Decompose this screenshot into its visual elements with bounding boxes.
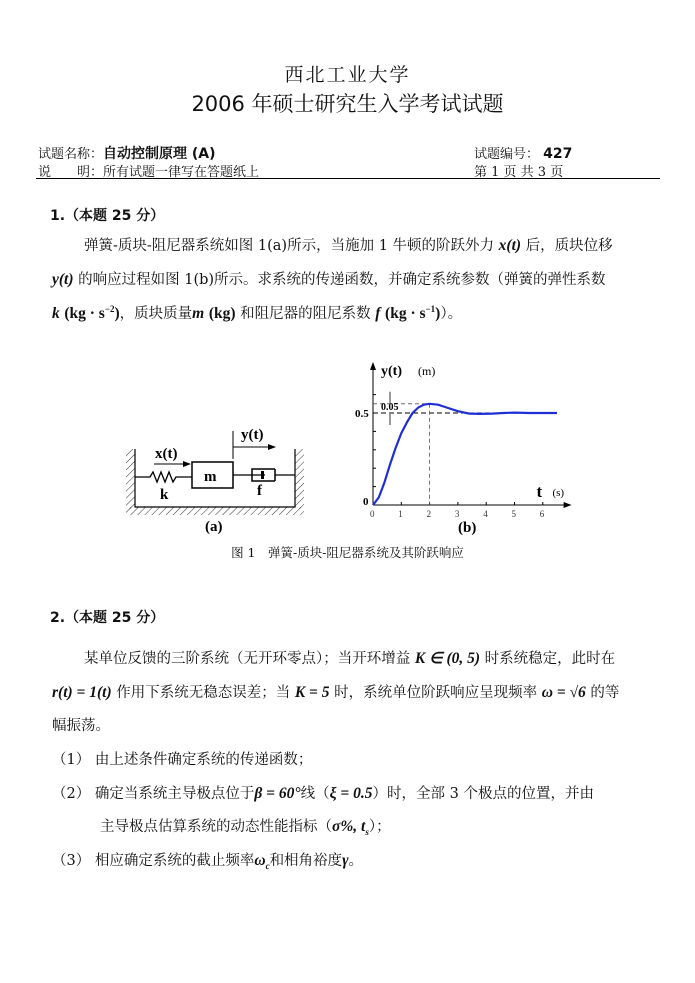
q2-line3: 幅振荡。 [52, 718, 110, 734]
x-tick-label: 6 [539, 509, 545, 519]
item-text: 。 [348, 853, 364, 869]
q2-item-1 [52, 748, 312, 769]
item-text: 主导极点估算系统的动态性能指标（ [100, 819, 332, 835]
damper [233, 469, 295, 481]
code-label: 试题编号： [474, 147, 540, 162]
math-y-t: y(t) [52, 271, 74, 288]
q2-line2 [52, 681, 619, 702]
q2-title: 2.（本题 25 分） [50, 610, 165, 626]
subscript-c: c [265, 860, 270, 871]
q2-text: 时，系统单位阶跃响应呈现频率 [334, 685, 538, 701]
subject-name: 自动控制原理 (A) [103, 146, 216, 162]
step-response-chart [345, 355, 590, 535]
math-k-range: K ∈ (0, 5) [414, 650, 481, 667]
item-text: 相应确定系统的截止频率 [94, 853, 255, 869]
figure-caption: 图 1 弹簧-质块-阻尼器系统及其阶跃响应 [231, 545, 464, 560]
damper-label: f [257, 483, 262, 499]
q2-text: 时系统稳定，此时在 [484, 651, 616, 667]
header-rule [36, 178, 660, 179]
input-label: x(t) [155, 446, 178, 462]
math-xi: ξ = 0.5 [329, 785, 373, 802]
x-tick-label: 2 [426, 509, 432, 519]
x-tick-label: 0 [370, 509, 375, 519]
subject-row [38, 143, 216, 163]
x-axis-label: t [536, 482, 543, 501]
exam-title: 2006 年硕士研究生入学考试试题 [191, 92, 504, 116]
x-tick-label: 1 [398, 509, 403, 519]
subject-label: 试题名称： [38, 147, 104, 162]
q1-line3 [52, 302, 462, 323]
math-k-5: K = 5 [294, 684, 330, 701]
math-beta: β = 60° [254, 785, 301, 802]
math-sigma-ts: σ%, t [332, 818, 366, 835]
q2-item-2-cont [100, 815, 391, 837]
math-r-t: r(t) = 1(t) [52, 684, 112, 701]
q1-text: ）。 [440, 306, 463, 322]
math-x-t: x(t) [498, 237, 522, 254]
q2-text: 的等 [590, 685, 620, 701]
q1-text: 和阻尼器的阻尼系数 [240, 306, 371, 322]
math-f: f [375, 305, 381, 322]
q1-text: ，质块质量 [119, 306, 193, 322]
q2-line1 [84, 647, 615, 668]
overshoot-label: 0.05 [381, 402, 399, 413]
m-unit: (kg) [208, 305, 236, 322]
math-k: k [52, 305, 60, 322]
math-gamma: γ [342, 852, 349, 869]
item-text: ）时，全部 3 个极点的位置，并由 [372, 786, 594, 802]
math-omega: ω = √6 [541, 684, 586, 701]
f-unit: $(kg \cdot s^{-1})$ [385, 303, 441, 322]
item-text: ）； [368, 819, 391, 835]
item-number: （1） [52, 752, 91, 768]
university-name: 西北工业大学 [284, 64, 411, 86]
q2-item-3 [52, 849, 363, 871]
note-label: 说 明： [38, 165, 104, 180]
spring [135, 472, 192, 482]
y-tick-label: 0.5 [355, 408, 369, 420]
q1-line1 [84, 234, 613, 255]
spring-label: k [160, 487, 169, 503]
item-text: 确定当系统主导极点位于 [94, 786, 255, 802]
k-unit: $(kg \cdot s^{-2})$ [64, 303, 120, 322]
q1-text: 的响应过程如图 1(b)所示。求系统的传递函数，并确定系统参数（弹簧的弹性系数 [78, 272, 606, 288]
q2-text: 作用下系统无稳态误差；当 [116, 685, 291, 701]
item-text: 和相角裕度 [269, 853, 343, 869]
sub-caption-a: (a) [205, 519, 223, 535]
item-text: 线（ [300, 786, 330, 802]
y-tick-label: 0 [363, 496, 369, 508]
q1-line2 [52, 268, 606, 289]
x-axis-unit: (s) [552, 487, 565, 499]
q2-item-2 [52, 782, 594, 803]
exam-code: 427 [543, 146, 573, 162]
note-text: 所有试题一律写在答题纸上 [103, 165, 260, 180]
sub-caption-b: (b) [458, 520, 477, 535]
code-row [474, 143, 572, 162]
y-axis-unit: (m) [418, 364, 436, 378]
x-tick-label: 4 [483, 509, 488, 519]
output-label: y(t) [241, 427, 264, 443]
y-axis-label: y(t) [381, 364, 402, 379]
item-number: （2） [52, 786, 91, 802]
math-omega-c: ω [254, 852, 266, 869]
x-tick-label: 5 [511, 509, 516, 519]
item-text: 由上述条件确定系统的传递函数； [94, 752, 313, 768]
page-info: 第 1 页 共 3 页 [474, 165, 564, 180]
q1-text: 弹簧-质块-阻尼器系统如图 1(a)所示，当施加 1 牛顿的阶跃外力 [84, 238, 495, 254]
item-number: （3） [52, 853, 91, 869]
spring-mass-damper-diagram [110, 415, 330, 535]
x-tick-label: 3 [454, 509, 460, 519]
q1-text: 后，质块位移 [525, 238, 613, 254]
q2-text: 某单位反馈的三阶系统（无开环零点）；当开环增益 [84, 651, 411, 667]
mass-label: m [204, 469, 217, 485]
math-m: m [192, 305, 205, 322]
subscript-s: s [365, 826, 369, 837]
q1-title: 1.（本题 25 分） [50, 208, 165, 224]
response-curve [373, 404, 557, 505]
